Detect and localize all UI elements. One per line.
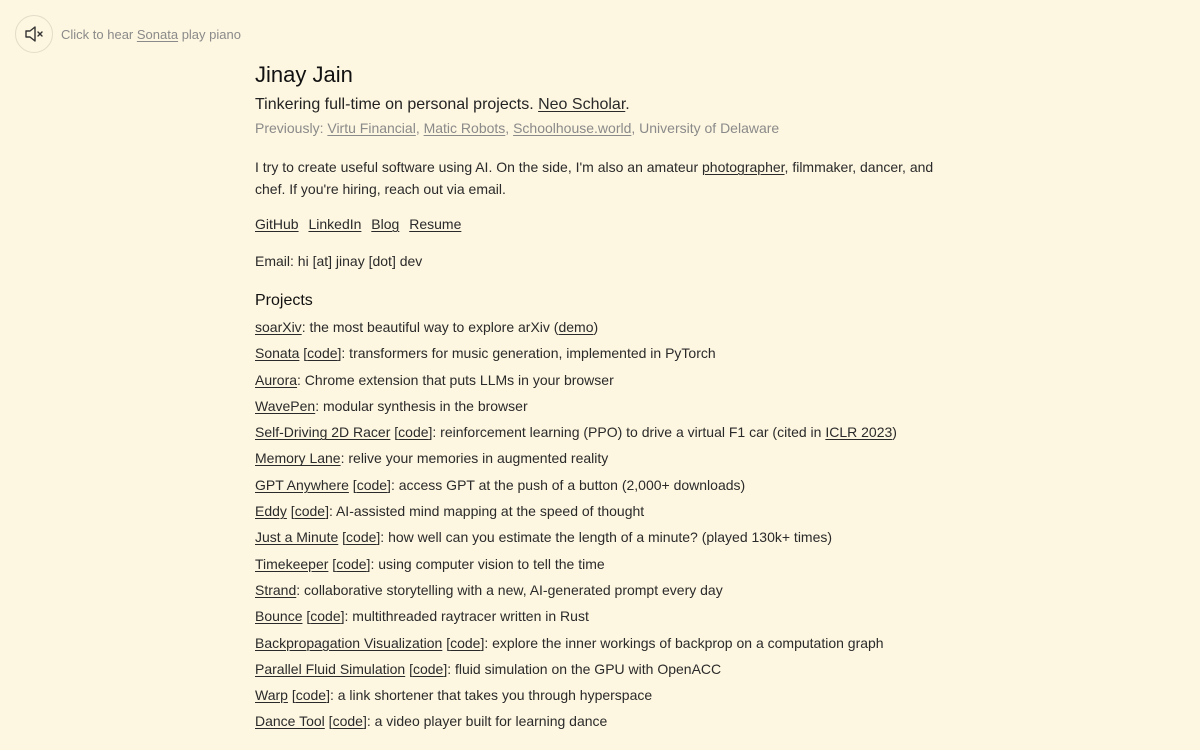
project-link[interactable]: Parallel Fluid Simulation xyxy=(255,660,406,677)
sound-suffix: play piano xyxy=(178,26,241,42)
project-description: : access GPT at the push of a button (2,000+ downloads) xyxy=(390,476,746,493)
project-code-link[interactable]: code xyxy=(412,660,444,677)
project-code-link[interactable]: code xyxy=(310,608,341,625)
project-item: Backpropagation Visualization [code]: explore the inner workings of backprop on a computation graph xyxy=(255,634,884,651)
sound-caption xyxy=(61,27,241,42)
tagline-text: Tinkering full-time on personal projects. xyxy=(255,96,539,113)
neo-scholar-link[interactable]: Neo Scholar xyxy=(538,96,626,113)
project-code-link[interactable]: code xyxy=(295,687,327,704)
project-link[interactable]: Timekeeper xyxy=(255,555,329,572)
projects-heading: Projects xyxy=(255,292,313,309)
tagline xyxy=(255,94,955,116)
project-item xyxy=(255,393,955,419)
schoolhouse-world-link[interactable]: Schoolhouse.world xyxy=(513,120,632,136)
sound-prefix: Click to hear xyxy=(61,26,137,42)
project-extra-end: ) xyxy=(892,424,897,441)
project-item: GPT Anywhere [code]: access GPT at the push of a button (2,000+ downloads) xyxy=(255,476,746,493)
project-item xyxy=(255,445,955,471)
project-link[interactable]: Aurora xyxy=(255,371,298,388)
project-item: Dance Tool [code]: a video player built for learning dance xyxy=(255,713,608,730)
project-item xyxy=(255,367,955,393)
github-link[interactable]: GitHub xyxy=(255,216,299,232)
project-link[interactable]: Self-Driving 2D Racer xyxy=(255,424,391,441)
bio-text-1: I try to create useful software using AI. On the side, I'm also an amateur xyxy=(255,159,703,175)
previously-label: Previously: xyxy=(255,120,328,136)
project-item: Self-Driving 2D Racer [code]: reinforcement learning (PPO) to drive a virtual F1 car (cited in ICLR 2023) xyxy=(255,424,897,441)
project-description: : the most beautiful way to explore arXiv ( xyxy=(301,319,559,335)
project-link[interactable]: Backpropagation Visualization xyxy=(255,634,443,651)
project-link[interactable]: Just a Minute xyxy=(255,529,339,546)
linkedin-link[interactable]: LinkedIn xyxy=(308,216,362,232)
project-description: : fluid simulation on the GPU with OpenACC xyxy=(447,660,722,677)
project-description: : Chrome extension that puts LLMs in your browser xyxy=(297,371,614,388)
resume-link[interactable]: Resume xyxy=(409,216,462,232)
project-code-link[interactable]: code xyxy=(346,529,377,546)
project-link[interactable]: Dance Tool xyxy=(255,713,325,730)
project-description: : relive your memories in augmented reality xyxy=(340,450,609,467)
project-link[interactable]: Sonata xyxy=(255,345,300,362)
project-description: : reinforcement learning (PPO) to drive a virtual F1 car (cited in xyxy=(432,424,826,441)
project-item xyxy=(255,314,955,340)
project-link[interactable]: GPT Anywhere xyxy=(255,476,349,493)
main-content xyxy=(255,60,955,735)
project-link[interactable]: WavePen xyxy=(255,397,316,414)
sonata-piano-link[interactable]: Sonata xyxy=(136,26,179,42)
photographer-link[interactable]: photographer xyxy=(702,159,785,175)
project-item xyxy=(255,577,955,603)
project-description: : AI-assisted mind mapping at the speed of thought xyxy=(328,503,645,520)
project-description: : transformers for music generation, implemented in PyTorch xyxy=(341,345,716,362)
project-description: : a video player built for learning dance xyxy=(366,713,608,730)
project-link[interactable]: Bounce xyxy=(255,608,303,625)
project-item: Sonata [code]: transformers for music generation, implemented in PyTorch xyxy=(255,345,716,362)
project-link[interactable]: soarXiv xyxy=(255,319,302,335)
project-description: : modular synthesis in the browser xyxy=(315,397,528,414)
university-text: University of Delaware xyxy=(639,120,780,136)
project-item: Warp [code]: a link shortener that takes you through hyperspace xyxy=(255,687,653,704)
social-links xyxy=(255,214,955,234)
project-extra-link[interactable]: demo xyxy=(558,319,594,335)
previously-line: Previously: Virtu Financial, Matic Robots, Schoolhouse.world, University of Delaware xyxy=(255,120,780,136)
speaker-muted-icon xyxy=(24,25,44,43)
project-item: Eddy [code]: AI-assisted mind mapping at the speed of thought xyxy=(255,503,645,520)
matic-robots-link[interactable]: Matic Robots xyxy=(423,120,506,136)
project-item: Timekeeper [code]: using computer vision to tell the time xyxy=(255,555,605,572)
project-link[interactable]: Memory Lane xyxy=(255,450,341,467)
sound-widget xyxy=(15,15,241,53)
page-title: Jinay Jain xyxy=(255,62,353,87)
project-item: Parallel Fluid Simulation [code]: fluid simulation on the GPU with OpenACC xyxy=(255,660,722,677)
project-extra-end: ) xyxy=(593,319,599,335)
project-description: : collaborative storytelling with a new, AI-generated prompt every day xyxy=(296,581,723,598)
project-link[interactable]: Strand xyxy=(255,581,297,598)
project-code-link[interactable]: code xyxy=(398,424,429,441)
project-description: : explore the inner workings of backprop on a computation graph xyxy=(484,634,884,651)
project-list xyxy=(255,314,955,735)
project-code-link[interactable]: code xyxy=(307,345,338,362)
email-text: Email: hi [at] jinay [dot] dev xyxy=(255,253,423,269)
project-code-link[interactable]: code xyxy=(332,713,363,730)
bio-paragraph xyxy=(255,156,955,200)
project-description: : how well can you estimate the length of a minute? (played 130k+ times) xyxy=(380,529,833,546)
project-description: : multithreaded raytracer written in Rust xyxy=(344,608,589,625)
bio-text-2: , filmmaker, dancer, and chef. If you're hiring, reach out via email. xyxy=(255,159,934,197)
mute-toggle-button[interactable] xyxy=(15,15,53,53)
project-code-link[interactable]: code xyxy=(450,634,481,651)
project-item: Bounce [code]: multithreaded raytracer written in Rust xyxy=(255,608,589,625)
tagline-end: . xyxy=(625,96,630,113)
project-link[interactable]: Eddy xyxy=(255,503,287,520)
project-link[interactable]: Warp xyxy=(255,687,288,704)
project-description: : a link shortener that takes you through hyperspace xyxy=(329,687,653,704)
project-code-link[interactable]: code xyxy=(336,555,367,572)
virtu-financial-link[interactable]: Virtu Financial xyxy=(327,120,416,136)
project-description: : using computer vision to tell the time xyxy=(370,555,605,572)
project-code-link[interactable]: code xyxy=(356,476,388,493)
project-extra-link[interactable]: ICLR 2023 xyxy=(825,424,893,441)
project-code-link[interactable]: code xyxy=(294,503,326,520)
blog-link[interactable]: Blog xyxy=(371,216,400,232)
project-item: Just a Minute [code]: how well can you estimate the length of a minute? (played 130k+ times) xyxy=(255,529,833,546)
